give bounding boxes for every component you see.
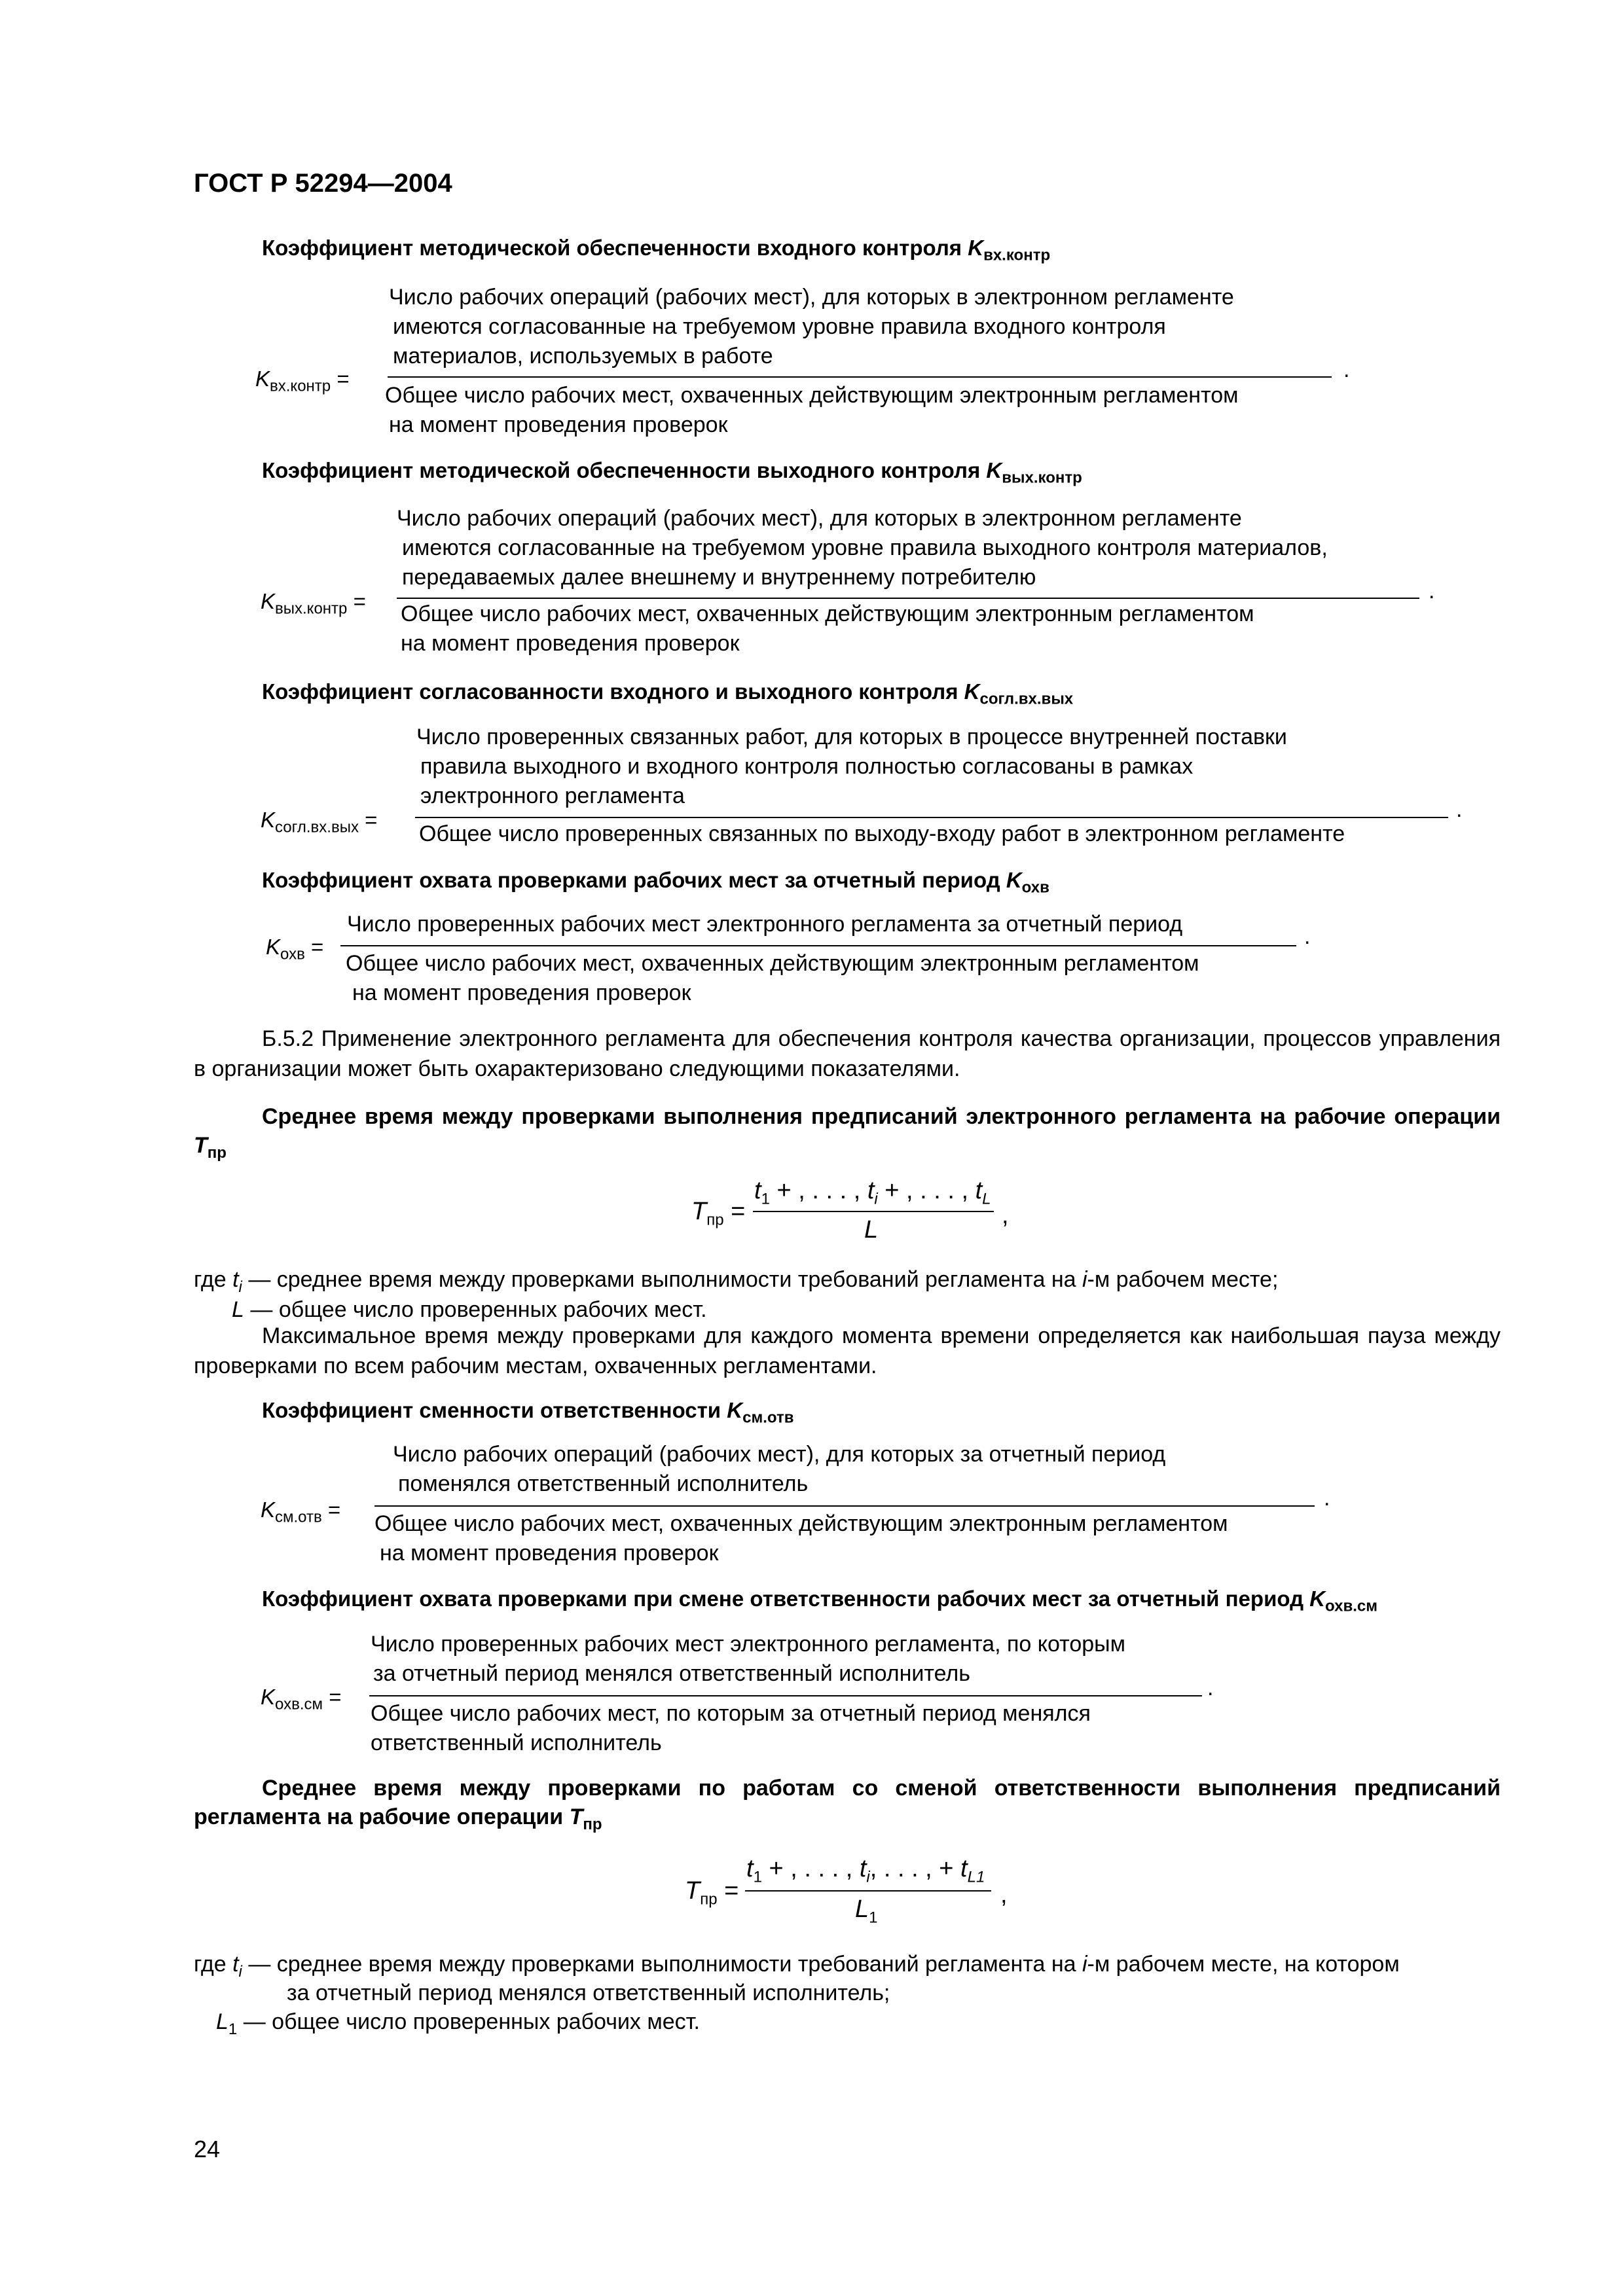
denominator-line: Общее число рабочих мест, охваченных действующим электронным регламентом — [401, 601, 1254, 626]
denominator — [371, 1699, 1091, 1758]
symbol: K — [1006, 868, 1022, 892]
heading-text: Коэффициент методической обеспеченности выходного контроля — [262, 458, 981, 482]
i-symbol: i — [1082, 1267, 1087, 1292]
where-line-1-continued: за отчетный период менялся ответственный исполнитель; — [287, 1981, 890, 2005]
paragraph-b52 — [194, 1024, 1501, 1084]
t-symbol: t — [960, 1855, 968, 1882]
denominator-line: на момент проведения проверок — [401, 631, 740, 656]
denominator-line: Общее число рабочих мест, охваченных действующим электронным регламентом — [346, 951, 1199, 976]
page-number: 24 — [194, 2136, 221, 2162]
symbol-subscript: пр — [207, 1143, 227, 1162]
symbol: K — [968, 236, 984, 260]
heading-t-pr-1 — [194, 1102, 1501, 1168]
numerator — [371, 1630, 1125, 1689]
formula-lhs: $T_{пр}$ = — [685, 1877, 739, 1909]
equals-sign: = — [337, 367, 350, 391]
symbol: K — [964, 679, 980, 704]
paragraph-text: Б.5.2 Применение электронного регламента для обеспечения контроля качества организации, процессов управления в организации может быть охарактеризовано следующими показателями. — [194, 1026, 1501, 1081]
heading-k-out — [262, 458, 1082, 488]
denominator-line: на момент проведения проверок — [380, 1541, 719, 1566]
where-text: — среднее время между проверками выполнимости требований регламента на — [242, 1952, 1082, 1977]
equals-sign: = — [327, 1498, 341, 1522]
denominator-line: Общее число проверенных связанных по выходу-входу работ в электронном регламенте — [419, 821, 1345, 846]
numerator-line: Число рабочих операций (рабочих мест), для которых за отчетный период — [393, 1442, 1166, 1467]
heading-text: Среднее время между проверками выполнения предписаний электронного регламента на рабочие операции — [262, 1104, 1501, 1129]
lhs-subscript: см.отв — [275, 1508, 322, 1526]
i-symbol: i — [1082, 1952, 1087, 1977]
heading-text: Коэффициент согласованности входного и выходного контроля — [262, 679, 958, 704]
numerator-line: имеются согласованные на требуемом уровне правила входного контроля — [393, 314, 1166, 339]
ellipsis: + , . . . , — [877, 1177, 976, 1204]
numerator-line: Число проверенных рабочих мест электронного регламента за отчетный период — [347, 912, 1183, 937]
period: . — [1324, 1486, 1330, 1511]
lhs-symbol: K — [261, 589, 276, 613]
lhs-subscript: вых.контр — [275, 600, 348, 618]
lhs-symbol: K — [261, 808, 276, 832]
t-subscript: 1 — [753, 1868, 762, 1886]
fraction-bar — [753, 1211, 994, 1212]
ellipsis: , . . . , + — [869, 1855, 961, 1882]
t-symbol: t — [859, 1855, 867, 1882]
formula-lhs — [261, 589, 366, 619]
formula-lhs — [261, 1498, 340, 1527]
denominator — [419, 819, 1345, 849]
denominator — [346, 949, 1199, 1008]
paragraph-max-time — [194, 1321, 1501, 1381]
lhs-subscript: вх.контр — [270, 377, 331, 395]
fraction-bar — [340, 945, 1296, 946]
symbol: T — [569, 1804, 583, 1829]
denominator-line: ответственный исполнитель — [371, 1731, 662, 1755]
denominator-line: на момент проведения проверок — [389, 412, 728, 437]
numerator-line: электронного регламента — [420, 783, 685, 808]
where-line-2 — [232, 1297, 707, 1323]
denominator-line: Общее число рабочих мест, по которым за отчетный период менялся — [371, 1701, 1091, 1726]
fraction-bar — [745, 1890, 991, 1892]
numerator-line: Число рабочих операций (рабочих мест), для которых в электронном регламенте — [397, 506, 1242, 531]
period: . — [1207, 1676, 1214, 1700]
numerator-line: имеются согласованные на требуемом уровне правила выходного контроля материалов, — [402, 535, 1328, 560]
symbol-subscript: пр — [583, 1815, 602, 1833]
t-subscript: L1 — [967, 1868, 985, 1886]
heading-text: Коэффициент охвата проверками при смене ответственности рабочих мест за отчетный период — [262, 1587, 1304, 1611]
heading-t-pr-2 — [194, 1774, 1501, 1839]
where-text: — общее число проверенных рабочих мест. — [237, 2009, 700, 2034]
numerator — [389, 283, 1234, 371]
t-subscript: i — [866, 1868, 870, 1886]
heading-text: Коэффициент охвата проверками рабочих мест за отчетный период — [262, 868, 1000, 892]
formula-lhs — [261, 808, 377, 837]
paragraph-text: Максимальное время между проверками для каждого момента времени определяется как наибольшая пауза между проверками по всем рабочим местам, охваченных регламентами. — [194, 1323, 1501, 1378]
heading-text: Среднее время между проверками по работам со сменой ответственности выполнения предписаний регламента на рабочие операции — [194, 1776, 1501, 1829]
period: . — [1304, 924, 1311, 949]
lhs-subscript: охв.см — [275, 1695, 323, 1713]
denominator — [385, 381, 1239, 440]
where-line-2 — [216, 2009, 700, 2039]
l-subscript: 1 — [228, 2020, 238, 2038]
symbol-subscript: согл.вх.вых — [979, 690, 1074, 708]
numerator-line: материалов, используемых в работе — [393, 344, 773, 368]
denominator: L — [864, 1216, 879, 1244]
numerator-line: Число проверенных связанных работ, для которых в процессе внутренней поставки — [416, 725, 1287, 749]
t-subscript: L — [982, 1190, 991, 1208]
where-word: где — [194, 1952, 233, 1977]
symbol-subscript: вх.контр — [983, 246, 1051, 264]
fraction-bar — [397, 598, 1419, 599]
heading-k-sogl — [262, 679, 1073, 709]
comma: , — [1000, 1881, 1008, 1909]
heading-k-sm — [262, 1398, 793, 1427]
lhs-subscript: пр — [706, 1211, 724, 1229]
fraction-bar — [374, 1505, 1315, 1507]
denominator — [401, 600, 1254, 658]
numerator — [347, 910, 1182, 939]
numerator-line: поменялся ответственный исполнитель — [398, 1471, 809, 1496]
t-subscript: 1 — [761, 1190, 770, 1208]
t-symbol: t — [975, 1177, 983, 1204]
numerator-line: за отчетный период менялся ответственный исполнитель — [373, 1661, 970, 1686]
t-symbol: t — [232, 1952, 239, 1977]
lhs-symbol: T — [691, 1198, 707, 1225]
denominator — [855, 1895, 878, 1928]
l-symbol: L — [216, 2009, 228, 2034]
lhs-symbol: K — [261, 1685, 276, 1709]
formula-lhs: $T_{пр}$ = — [691, 1198, 746, 1229]
lhs-symbol: K — [255, 367, 270, 391]
equals-sign: = — [353, 589, 366, 613]
t-symbol: t — [754, 1177, 761, 1204]
heading-k-ohv — [262, 868, 1049, 897]
ellipsis: + , . . . , — [769, 1177, 867, 1204]
symbol: K — [1309, 1587, 1326, 1611]
where-text: — общее число проверенных рабочих мест. — [244, 1297, 707, 1322]
lhs-symbol: T — [685, 1877, 701, 1905]
heading-k-in — [262, 236, 1050, 265]
lhs-symbol: K — [261, 1498, 276, 1522]
numerator — [746, 1855, 985, 1887]
denominator-line: Общее число рабочих мест, охваченных действующим электронным регламентом — [385, 383, 1239, 408]
symbol-subscript: вых.контр — [1002, 469, 1082, 487]
where-text: — среднее время между проверками выполнимости требований регламента на — [242, 1267, 1082, 1292]
where-word: где — [194, 1267, 233, 1292]
symbol-subscript: см.отв — [742, 1408, 794, 1427]
lhs-subscript: охв — [280, 945, 305, 963]
denominator-line: на момент проведения проверок — [352, 980, 691, 1005]
symbol-subscript: охв.см — [1325, 1597, 1377, 1615]
lhs-symbol: K — [266, 935, 281, 959]
numerator-line: правила выходного и входного контроля полностью согласованы в рамках — [420, 754, 1194, 779]
heading-k-ohv-sm — [262, 1587, 1377, 1616]
fraction-bar — [388, 376, 1332, 378]
equals-sign: = — [329, 1685, 342, 1709]
denominator-line: Общее число рабочих мест, охваченных действующим электронным регламентом — [374, 1511, 1228, 1536]
ellipsis: + , . . . , — [761, 1855, 860, 1882]
denominator — [374, 1509, 1228, 1568]
equals-sign: = — [311, 935, 324, 959]
t-symbol: t — [746, 1855, 754, 1882]
numerator — [397, 504, 1328, 592]
t-symbol: t — [867, 1177, 875, 1204]
l-symbol: L — [232, 1297, 244, 1322]
t-symbol: t — [232, 1267, 239, 1292]
l-symbol: L — [855, 1895, 869, 1923]
symbol-subscript: охв — [1021, 878, 1049, 897]
numerator-line: Число проверенных рабочих мест электронного регламента, по которым — [371, 1632, 1125, 1657]
formula-lhs — [261, 1685, 341, 1714]
heading-text: Коэффициент методической обеспеченности входного контроля — [262, 236, 962, 260]
numerator-line: Число рабочих операций (рабочих мест), для которых в электронном регламенте — [389, 285, 1234, 310]
t-subscript: i — [874, 1190, 878, 1208]
where-text: -м рабочем месте, на котором — [1087, 1952, 1400, 1977]
heading-text: Коэффициент сменности ответственности — [262, 1398, 721, 1422]
where-text: -м рабочем месте; — [1087, 1267, 1279, 1292]
period: . — [1429, 579, 1435, 603]
where-line-1 — [194, 1267, 1278, 1297]
period: . — [1343, 357, 1350, 382]
where-line-1 — [194, 1952, 1400, 1981]
t-subscript: i — [238, 1962, 242, 1981]
fraction-bar — [415, 817, 1448, 818]
comma: , — [1002, 1202, 1009, 1229]
l-subscript: 1 — [869, 1909, 878, 1927]
document-header: ГОСТ Р 52294—2004 — [194, 169, 452, 198]
period: . — [1456, 797, 1463, 822]
fraction-bar — [369, 1695, 1202, 1696]
symbol: K — [986, 458, 1002, 482]
equals-sign: = — [365, 808, 378, 832]
formula-lhs — [266, 935, 323, 964]
t-subscript: i — [238, 1278, 242, 1296]
numerator-line: передаваемых далее внешнему и внутреннему потребителю — [402, 565, 1036, 590]
lhs-subscript: пр — [700, 1890, 718, 1909]
formula-lhs — [255, 367, 350, 396]
numerator — [416, 723, 1287, 811]
symbol: K — [727, 1398, 743, 1422]
numerator — [754, 1177, 991, 1209]
lhs-subscript: согл.вх.вых — [275, 818, 359, 836]
numerator — [393, 1440, 1165, 1499]
symbol: T — [194, 1133, 208, 1158]
